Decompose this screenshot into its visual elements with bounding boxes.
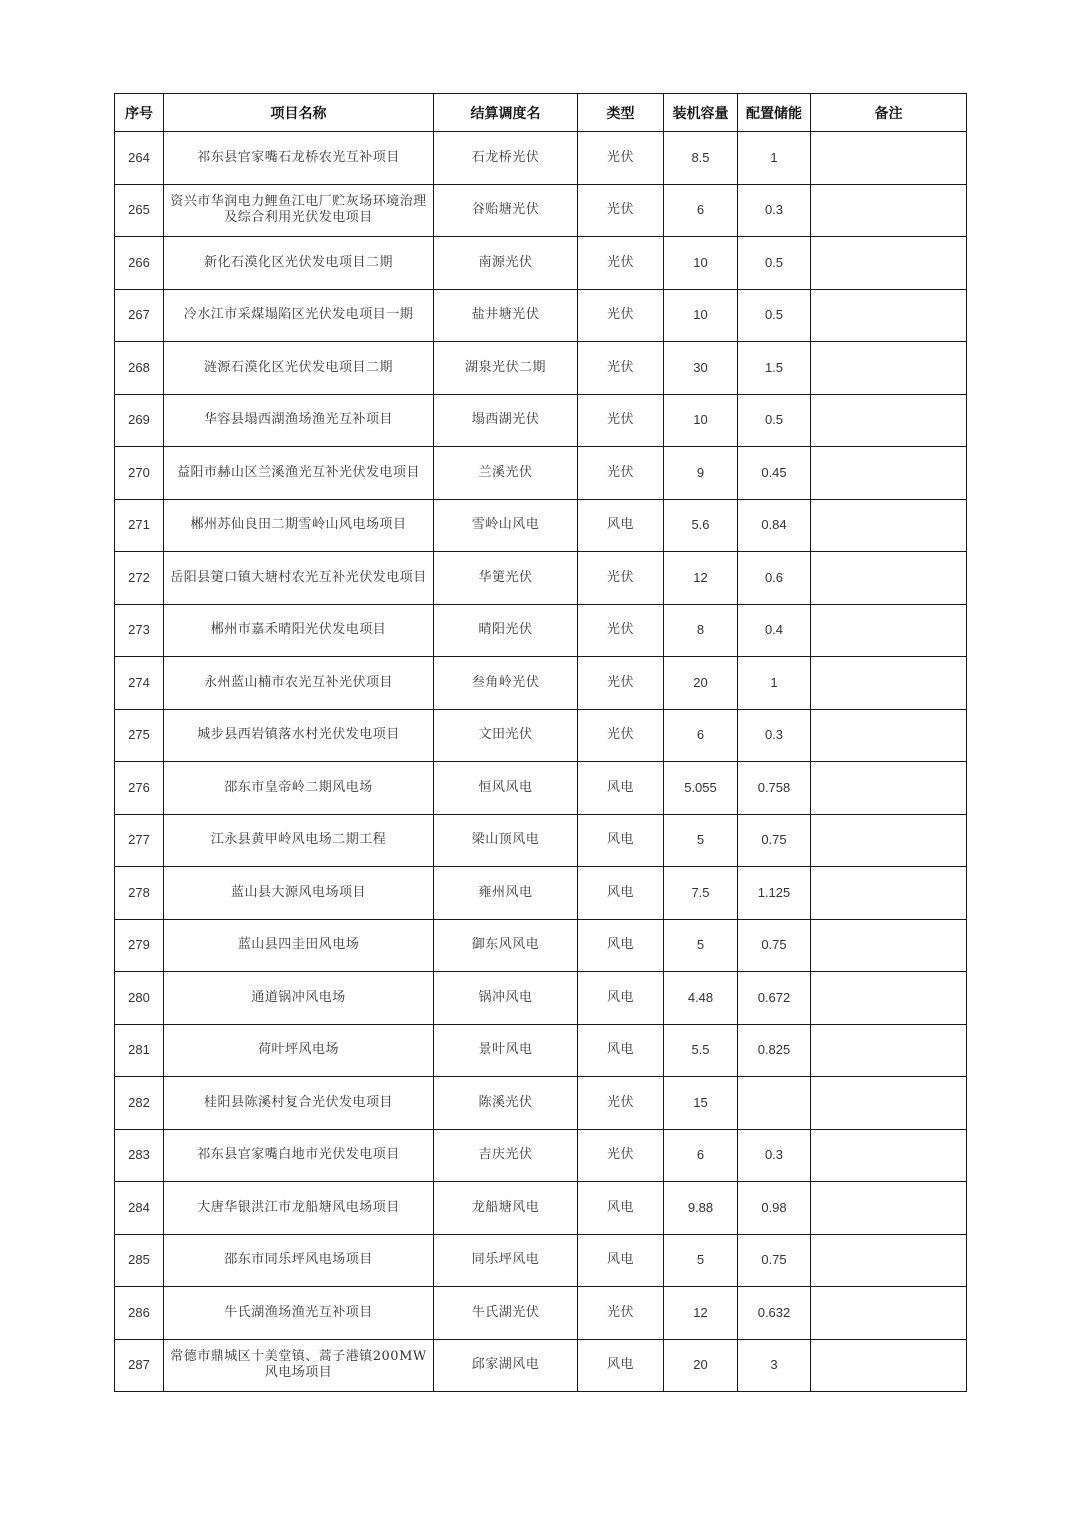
cell-remark <box>811 814 967 867</box>
cell-project-name: 资兴市华润电力鲤鱼江电厂贮灰场环境治理及综合利用光伏发电项目 <box>164 184 434 237</box>
cell-type: 风电 <box>578 972 664 1025</box>
cell-dispatch-name: 雍州风电 <box>434 867 578 920</box>
cell-project-name: 冷水江市采煤塌陷区光伏发电项目一期 <box>164 289 434 342</box>
cell-storage: 0.84 <box>738 499 811 552</box>
table-row <box>115 657 967 710</box>
table-row <box>115 1129 967 1182</box>
cell-dispatch-name: 华筻光伏 <box>434 552 578 605</box>
cell-remark <box>811 289 967 342</box>
cell-project-name: 永州蓝山楠市农光互补光伏项目 <box>164 657 434 710</box>
table-row <box>115 447 967 500</box>
cell-storage: 0.45 <box>738 447 811 500</box>
cell-project-name: 城步县西岩镇落水村光伏发电项目 <box>164 709 434 762</box>
cell-remark <box>811 604 967 657</box>
cell-seq: 272 <box>115 552 164 605</box>
header-storage: 配置储能 <box>738 94 811 132</box>
cell-capacity: 10 <box>664 237 738 290</box>
cell-project-name: 江永县黄甲岭风电场二期工程 <box>164 814 434 867</box>
cell-type: 光伏 <box>578 657 664 710</box>
cell-storage: 0.758 <box>738 762 811 815</box>
cell-seq: 285 <box>115 1234 164 1287</box>
cell-storage: 0.5 <box>738 394 811 447</box>
table-row <box>115 132 967 185</box>
cell-capacity: 15 <box>664 1077 738 1130</box>
cell-capacity: 12 <box>664 1287 738 1340</box>
cell-type: 光伏 <box>578 447 664 500</box>
cell-remark <box>811 657 967 710</box>
cell-storage: 0.3 <box>738 1129 811 1182</box>
cell-type: 光伏 <box>578 184 664 237</box>
cell-dispatch-name: 恒风风电 <box>434 762 578 815</box>
cell-dispatch-name: 谷贻塘光伏 <box>434 184 578 237</box>
cell-storage: 0.5 <box>738 237 811 290</box>
cell-dispatch-name: 龙船塘风电 <box>434 1182 578 1235</box>
cell-dispatch-name: 陈溪光伏 <box>434 1077 578 1130</box>
table-row <box>115 237 967 290</box>
cell-seq: 284 <box>115 1182 164 1235</box>
cell-capacity: 9.88 <box>664 1182 738 1235</box>
table-row <box>115 394 967 447</box>
cell-capacity: 7.5 <box>664 867 738 920</box>
cell-dispatch-name: 同乐坪风电 <box>434 1234 578 1287</box>
cell-dispatch-name: 雪岭山风电 <box>434 499 578 552</box>
table-row <box>115 919 967 972</box>
cell-dispatch-name: 兰溪光伏 <box>434 447 578 500</box>
cell-type: 风电 <box>578 1234 664 1287</box>
cell-remark <box>811 1077 967 1130</box>
table-row <box>115 814 967 867</box>
cell-type: 光伏 <box>578 394 664 447</box>
table-row <box>115 1287 967 1340</box>
cell-storage: 0.825 <box>738 1024 811 1077</box>
cell-type: 光伏 <box>578 1077 664 1130</box>
cell-project-name: 郴州苏仙良田二期雪岭山风电场项目 <box>164 499 434 552</box>
cell-dispatch-name: 邱家湖风电 <box>434 1339 578 1392</box>
cell-type: 光伏 <box>578 132 664 185</box>
header-dispatch-name: 结算调度名 <box>434 94 578 132</box>
cell-dispatch-name: 湖泉光伏二期 <box>434 342 578 395</box>
cell-seq: 264 <box>115 132 164 185</box>
cell-storage: 0.98 <box>738 1182 811 1235</box>
cell-dispatch-name: 石龙桥光伏 <box>434 132 578 185</box>
cell-type: 风电 <box>578 1339 664 1392</box>
cell-capacity: 4.48 <box>664 972 738 1025</box>
cell-storage: 0.75 <box>738 814 811 867</box>
table-row <box>115 342 967 395</box>
cell-capacity: 5.6 <box>664 499 738 552</box>
cell-capacity: 5.055 <box>664 762 738 815</box>
cell-project-name: 通道锅冲风电场 <box>164 972 434 1025</box>
cell-storage: 0.3 <box>738 709 811 762</box>
cell-seq: 279 <box>115 919 164 972</box>
cell-remark <box>811 1129 967 1182</box>
cell-remark <box>811 184 967 237</box>
table-row <box>115 762 967 815</box>
cell-seq: 274 <box>115 657 164 710</box>
table-row <box>115 709 967 762</box>
cell-remark <box>811 132 967 185</box>
cell-storage: 1 <box>738 132 811 185</box>
cell-remark <box>811 1339 967 1392</box>
cell-remark <box>811 1182 967 1235</box>
header-type: 类型 <box>578 94 664 132</box>
cell-remark <box>811 867 967 920</box>
cell-project-name: 新化石漠化区光伏发电项目二期 <box>164 237 434 290</box>
cell-dispatch-name: 南源光伏 <box>434 237 578 290</box>
cell-project-name: 祁东县官家嘴白地市光伏发电项目 <box>164 1129 434 1182</box>
cell-project-name: 岳阳县筻口镇大塘村农光互补光伏发电项目 <box>164 552 434 605</box>
header-capacity: 装机容量 <box>664 94 738 132</box>
cell-capacity: 6 <box>664 709 738 762</box>
cell-storage: 0.75 <box>738 919 811 972</box>
cell-seq: 268 <box>115 342 164 395</box>
cell-seq: 273 <box>115 604 164 657</box>
cell-type: 风电 <box>578 814 664 867</box>
cell-dispatch-name: 叁角岭光伏 <box>434 657 578 710</box>
table-row <box>115 1234 967 1287</box>
table-row <box>115 1182 967 1235</box>
cell-seq: 269 <box>115 394 164 447</box>
cell-type: 风电 <box>578 762 664 815</box>
cell-remark <box>811 919 967 972</box>
cell-storage: 3 <box>738 1339 811 1392</box>
cell-project-name: 荷叶坪风电场 <box>164 1024 434 1077</box>
cell-seq: 271 <box>115 499 164 552</box>
cell-capacity: 5.5 <box>664 1024 738 1077</box>
cell-capacity: 20 <box>664 657 738 710</box>
cell-remark <box>811 972 967 1025</box>
cell-remark <box>811 342 967 395</box>
table-row <box>115 499 967 552</box>
cell-type: 光伏 <box>578 1287 664 1340</box>
cell-capacity: 20 <box>664 1339 738 1392</box>
cell-type: 光伏 <box>578 237 664 290</box>
cell-storage: 0.5 <box>738 289 811 342</box>
table-row <box>115 1077 967 1130</box>
cell-capacity: 5 <box>664 919 738 972</box>
cell-type: 风电 <box>578 919 664 972</box>
cell-project-name: 邵东市皇帝岭二期风电场 <box>164 762 434 815</box>
cell-seq: 286 <box>115 1287 164 1340</box>
cell-storage: 0.4 <box>738 604 811 657</box>
cell-capacity: 30 <box>664 342 738 395</box>
project-table <box>114 93 967 1392</box>
cell-seq: 278 <box>115 867 164 920</box>
cell-seq: 277 <box>115 814 164 867</box>
cell-capacity: 5 <box>664 814 738 867</box>
cell-dispatch-name: 御东风风电 <box>434 919 578 972</box>
header-seq: 序号 <box>115 94 164 132</box>
cell-remark <box>811 1024 967 1077</box>
header-remark: 备注 <box>811 94 967 132</box>
cell-storage: 0.632 <box>738 1287 811 1340</box>
cell-project-name: 蓝山县大源风电场项目 <box>164 867 434 920</box>
cell-capacity: 10 <box>664 289 738 342</box>
cell-type: 光伏 <box>578 552 664 605</box>
table-row <box>115 184 967 237</box>
cell-project-name: 涟源石漠化区光伏发电项目二期 <box>164 342 434 395</box>
cell-storage <box>738 1077 811 1130</box>
cell-project-name: 华容县塌西湖渔场渔光互补项目 <box>164 394 434 447</box>
cell-capacity: 12 <box>664 552 738 605</box>
cell-storage: 1 <box>738 657 811 710</box>
cell-seq: 281 <box>115 1024 164 1077</box>
cell-dispatch-name: 锅冲风电 <box>434 972 578 1025</box>
cell-remark <box>811 709 967 762</box>
cell-capacity: 6 <box>664 1129 738 1182</box>
cell-type: 光伏 <box>578 1129 664 1182</box>
cell-dispatch-name: 吉庆光伏 <box>434 1129 578 1182</box>
cell-dispatch-name: 塌西湖光伏 <box>434 394 578 447</box>
cell-storage: 0.672 <box>738 972 811 1025</box>
cell-type: 风电 <box>578 867 664 920</box>
table-row <box>115 604 967 657</box>
header-project-name: 项目名称 <box>164 94 434 132</box>
cell-remark <box>811 237 967 290</box>
cell-dispatch-name: 梁山顶风电 <box>434 814 578 867</box>
cell-seq: 282 <box>115 1077 164 1130</box>
cell-seq: 275 <box>115 709 164 762</box>
cell-project-name: 益阳市赫山区兰溪渔光互补光伏发电项目 <box>164 447 434 500</box>
cell-dispatch-name: 晴阳光伏 <box>434 604 578 657</box>
cell-remark <box>811 1287 967 1340</box>
table-header-row <box>115 94 967 132</box>
cell-seq: 266 <box>115 237 164 290</box>
table-row <box>115 552 967 605</box>
cell-dispatch-name: 盐井塘光伏 <box>434 289 578 342</box>
cell-seq: 270 <box>115 447 164 500</box>
cell-seq: 276 <box>115 762 164 815</box>
cell-type: 光伏 <box>578 342 664 395</box>
cell-project-name: 大唐华银洪江市龙船塘风电场项目 <box>164 1182 434 1235</box>
cell-project-name: 牛氏湖渔场渔光互补项目 <box>164 1287 434 1340</box>
cell-dispatch-name: 文田光伏 <box>434 709 578 762</box>
cell-seq: 267 <box>115 289 164 342</box>
cell-type: 光伏 <box>578 289 664 342</box>
table-row <box>115 1339 967 1392</box>
cell-project-name: 常德市鼎城区十美堂镇、蒿子港镇200MW风电场项目 <box>164 1339 434 1392</box>
cell-dispatch-name: 牛氏湖光伏 <box>434 1287 578 1340</box>
cell-project-name: 桂阳县陈溪村复合光伏发电项目 <box>164 1077 434 1130</box>
table-row <box>115 289 967 342</box>
cell-project-name: 祁东县官家嘴石龙桥农光互补项目 <box>164 132 434 185</box>
cell-seq: 283 <box>115 1129 164 1182</box>
cell-remark <box>811 499 967 552</box>
cell-remark <box>811 394 967 447</box>
cell-remark <box>811 1234 967 1287</box>
cell-dispatch-name: 景叶风电 <box>434 1024 578 1077</box>
cell-type: 光伏 <box>578 604 664 657</box>
cell-remark <box>811 552 967 605</box>
cell-capacity: 10 <box>664 394 738 447</box>
cell-storage: 0.6 <box>738 552 811 605</box>
cell-type: 风电 <box>578 1182 664 1235</box>
table-row <box>115 972 967 1025</box>
cell-capacity: 5 <box>664 1234 738 1287</box>
table-row <box>115 867 967 920</box>
cell-storage: 1.5 <box>738 342 811 395</box>
cell-seq: 287 <box>115 1339 164 1392</box>
cell-remark <box>811 762 967 815</box>
cell-project-name: 邵东市同乐坪风电场项目 <box>164 1234 434 1287</box>
cell-capacity: 9 <box>664 447 738 500</box>
cell-seq: 280 <box>115 972 164 1025</box>
cell-capacity: 8.5 <box>664 132 738 185</box>
cell-capacity: 6 <box>664 184 738 237</box>
cell-capacity: 8 <box>664 604 738 657</box>
cell-project-name: 蓝山县四圭田风电场 <box>164 919 434 972</box>
table-row <box>115 1024 967 1077</box>
cell-type: 风电 <box>578 1024 664 1077</box>
cell-type: 风电 <box>578 499 664 552</box>
cell-storage: 1.125 <box>738 867 811 920</box>
cell-project-name: 郴州市嘉禾晴阳光伏发电项目 <box>164 604 434 657</box>
table-body <box>115 132 967 1392</box>
cell-storage: 0.3 <box>738 184 811 237</box>
cell-seq: 265 <box>115 184 164 237</box>
cell-remark <box>811 447 967 500</box>
cell-type: 光伏 <box>578 709 664 762</box>
cell-storage: 0.75 <box>738 1234 811 1287</box>
